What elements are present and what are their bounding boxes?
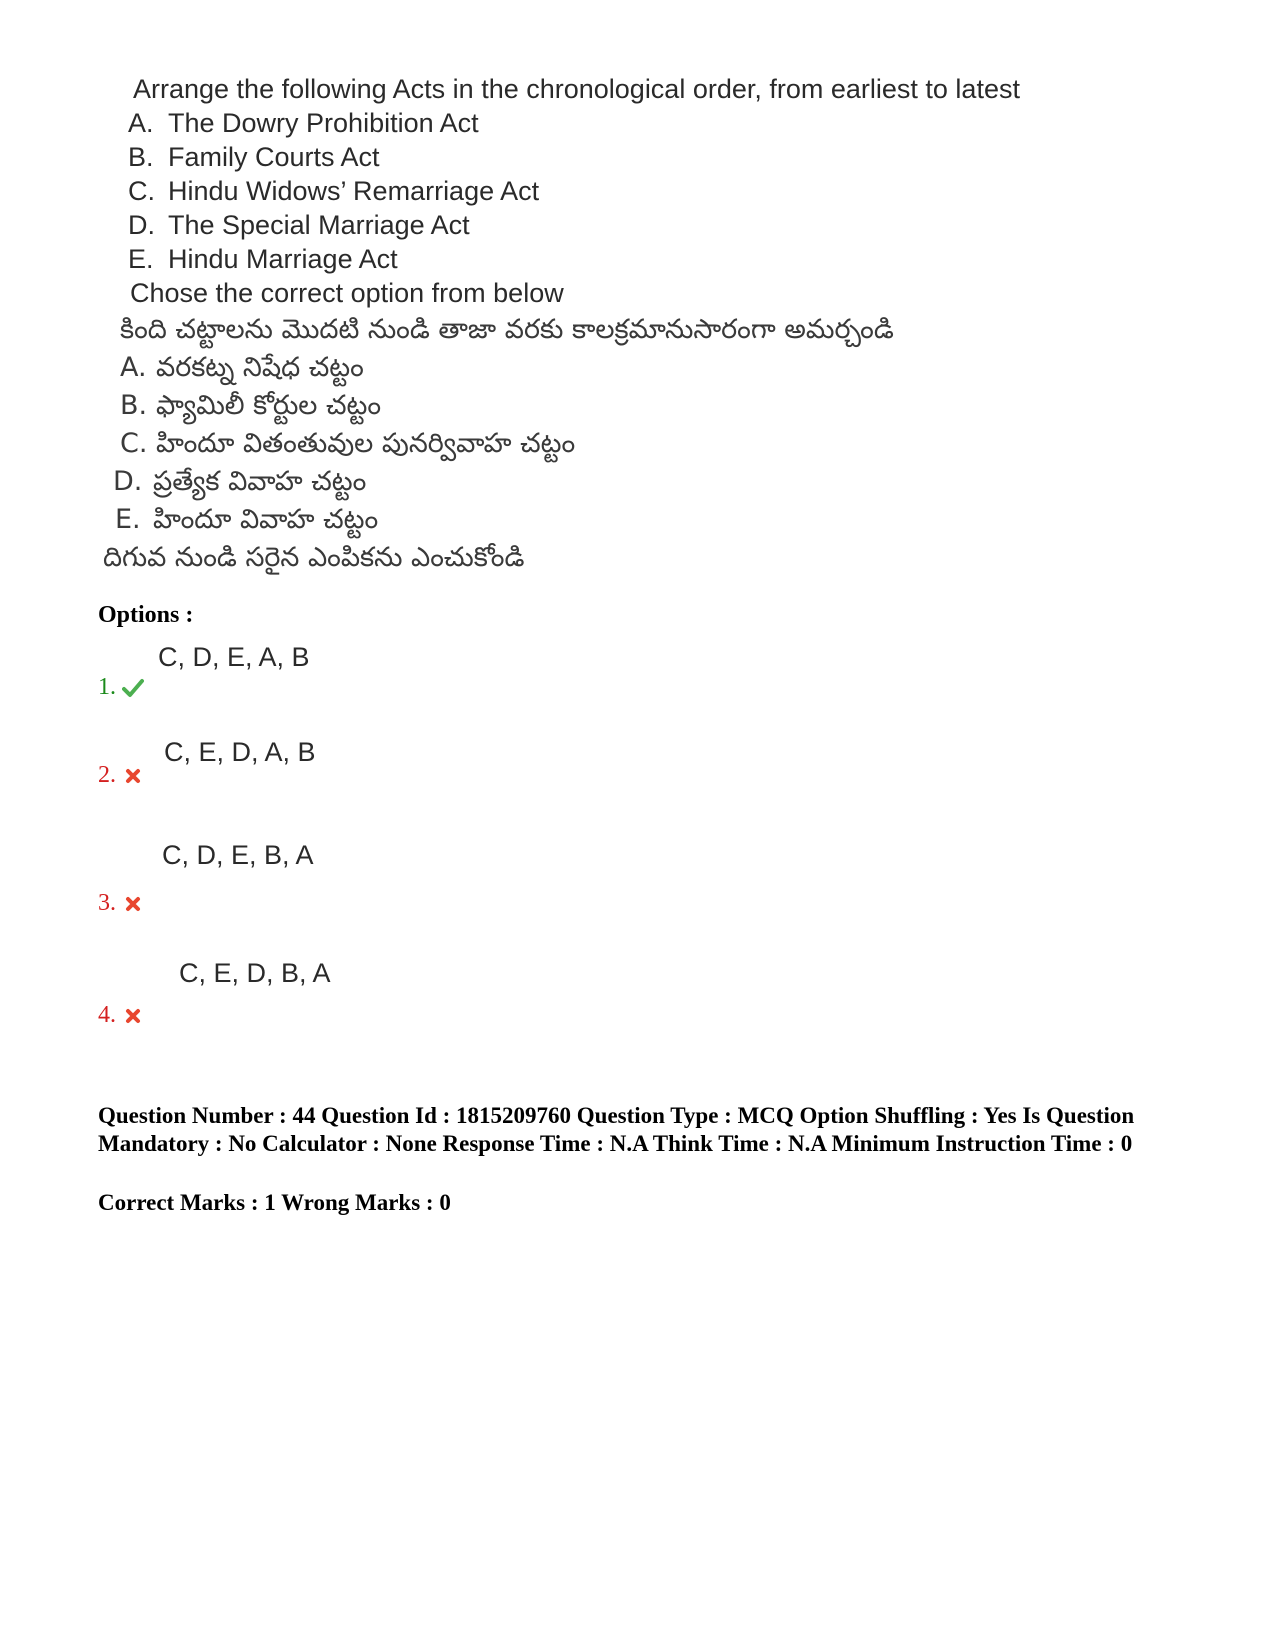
item-key: B. bbox=[128, 142, 154, 172]
option-2-number bbox=[98, 762, 144, 789]
item-key: A. bbox=[120, 352, 147, 383]
option-2-text: C, E, D, A, B bbox=[164, 737, 316, 767]
instruction-en: Chose the correct option from below bbox=[130, 278, 564, 308]
item-key: B. bbox=[120, 390, 148, 421]
item-text: Hindu Marriage Act bbox=[168, 244, 398, 274]
item-text: ప్రత్యేక వివాహ చట్టం bbox=[153, 466, 367, 497]
item-text: వరకట్న నిషేధ చట్టం bbox=[156, 352, 364, 383]
marks-meta: Correct Marks : 1 Wrong Marks : 0 bbox=[98, 1190, 451, 1215]
item-key: C. bbox=[120, 428, 148, 459]
item-key: A. bbox=[128, 108, 154, 138]
item-key: D. bbox=[128, 210, 155, 240]
item-key: E. bbox=[115, 504, 141, 535]
instruction-te: దిగువ నుండి సరైన ఎంపికను ఎంచుకోండి bbox=[103, 542, 525, 573]
act-item-te-a bbox=[120, 352, 364, 390]
option-4-text: C, E, D, B, A bbox=[179, 958, 331, 988]
option-number-label: 3. bbox=[98, 890, 116, 916]
item-key: C. bbox=[128, 176, 155, 206]
act-item-c bbox=[128, 176, 539, 207]
act-item-e bbox=[128, 244, 398, 275]
option-number-label: 1. bbox=[98, 674, 116, 700]
option-number-label: 4. bbox=[98, 1002, 116, 1028]
act-item-b bbox=[128, 142, 380, 173]
cross-icon bbox=[122, 765, 144, 787]
question-prompt-en: Arrange the following Acts in the chronological order, from earliest to latest bbox=[133, 74, 1020, 104]
act-item-te-c bbox=[120, 428, 575, 466]
option-1-number bbox=[98, 674, 144, 701]
options-label: Options : bbox=[98, 602, 194, 628]
option-4-number bbox=[98, 1002, 144, 1029]
item-key: E. bbox=[128, 244, 154, 274]
act-item-te-b bbox=[120, 390, 381, 428]
question-meta: Question Number : 44 Question Id : 1815209760 Question Type : MCQ Option Shuffling : Yes Is Question Mandatory : No Calculator : None Response Time : N.A Think Time : N.A Minimum Instruction Time : 0 bbox=[98, 1103, 1135, 1156]
cross-icon bbox=[122, 893, 144, 915]
item-text: హిందూ వివాహ చట్టం bbox=[153, 504, 379, 535]
item-text: Family Courts Act bbox=[168, 142, 380, 172]
option-number-label: 2. bbox=[98, 762, 116, 788]
act-item-te-d bbox=[113, 466, 366, 504]
item-key: D. bbox=[113, 466, 143, 497]
option-3-text: C, D, E, B, A bbox=[162, 840, 314, 870]
item-text: The Special Marriage Act bbox=[168, 210, 470, 240]
option-3-number bbox=[98, 890, 144, 917]
cross-icon bbox=[122, 1005, 144, 1027]
act-item-d bbox=[128, 210, 470, 241]
item-text: Hindu Widows’ Remarriage Act bbox=[168, 176, 540, 206]
question-prompt-te: కింది చట్టాలను మొదటి నుండి తాజా వరకు కాలక్రమానుసారంగా అమర్చండి bbox=[120, 314, 894, 345]
item-text: హిందూ వితంతువుల పునర్వివాహ చట్టం bbox=[156, 428, 576, 459]
item-text: ఫ్యామిలీ కోర్టుల చట్టం bbox=[156, 390, 382, 421]
item-text: The Dowry Prohibition Act bbox=[168, 108, 479, 138]
act-item-te-e bbox=[115, 504, 378, 542]
act-item-a bbox=[128, 108, 479, 139]
option-1-text: C, D, E, A, B bbox=[158, 642, 310, 672]
check-icon bbox=[122, 677, 144, 699]
